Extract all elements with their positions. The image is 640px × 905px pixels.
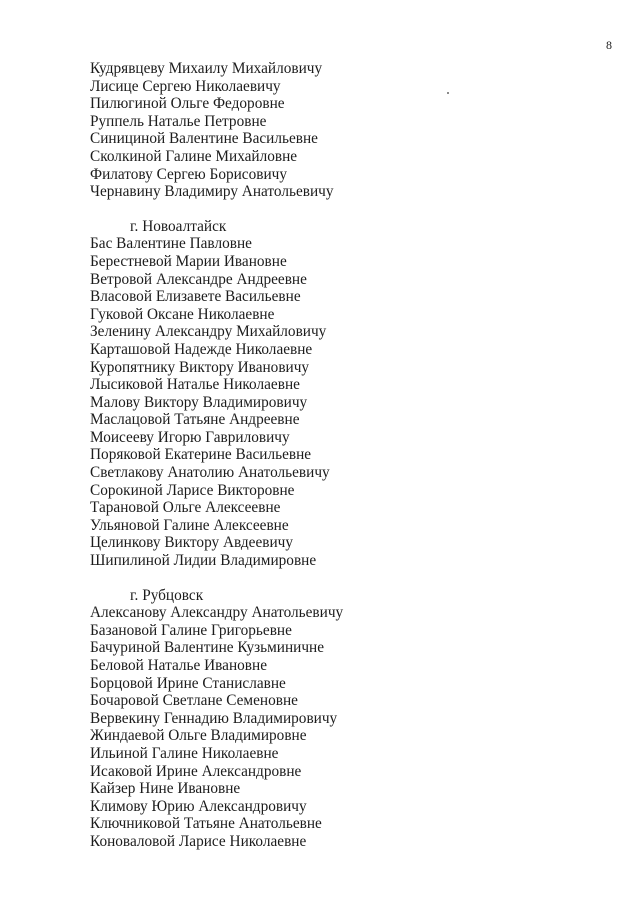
name-entry: Карташовой Надежде Николаевне	[90, 340, 313, 358]
name-entry: Ульяновой Галине Алексеевне	[90, 516, 289, 534]
name-entry: Вервекину Геннадию Владимировичу	[90, 709, 338, 727]
name-entry: Кудрявцеву Михаилу Михайловичу	[90, 60, 323, 77]
section-heading: г. Рубцовск	[130, 586, 204, 604]
name-entry: Синициной Валентине Васильевне	[90, 130, 318, 148]
name-entry: Беловой Наталье Ивановне	[90, 657, 267, 674]
name-entry: Зеленину Александру Михайловичу	[90, 323, 327, 341]
name-entry: Бачуриной Валентине Кузьминичне	[90, 639, 325, 657]
name-entry: Кайзер Нине Ивановне	[90, 780, 241, 798]
name-entry: Поряковой Екатерине Васильевне	[90, 446, 312, 464]
section-gap	[90, 201, 343, 218]
name-entry: Сколкиной Галине Михайловне	[90, 147, 298, 165]
name-entry: Базановой Галине Григорьевне	[90, 621, 292, 639]
section-gap	[90, 570, 343, 587]
name-entry: Алексанову Александру Анатольевичу	[90, 604, 344, 622]
name-entry: Чернавину Владимиру Анатольевичу	[90, 183, 334, 201]
name-entry: Лысиковой Наталье Николаевне	[90, 376, 300, 394]
name-entry: Светлакову Анатолию Анатольевичу	[90, 464, 330, 482]
name-entry: Ильиной Галине Николаевне	[90, 744, 279, 762]
name-entry: Коноваловой Ларисе Николаевне	[90, 832, 307, 850]
scan-speck	[447, 92, 449, 94]
name-entry: Руппель Наталье Петровне	[90, 112, 267, 130]
name-entry: Исаковой Ирине Александровне	[90, 762, 302, 780]
name-entry: Лисице Сергею Николаевичу	[90, 77, 281, 95]
name-entry: Пилюгиной Ольге Федоровне	[90, 95, 285, 113]
name-entry: Берестневой Марии Ивановне	[90, 252, 287, 270]
name-entry: Власовой Елизавете Васильевне	[90, 288, 301, 306]
names-list	[90, 60, 343, 851]
name-entry: Маслацовой Татьяне Андреевне	[90, 411, 300, 429]
name-entry: Климову Юрию Александровичу	[90, 797, 307, 815]
intro-names	[90, 60, 343, 201]
section-rubtsovsk	[90, 587, 343, 851]
name-entry: Куропятнику Виктору Ивановичу	[90, 358, 310, 376]
name-entry: Жиндаевой Ольге Владимировне	[90, 727, 307, 745]
name-entry: Борцовой Ирине Станиславне	[90, 674, 286, 692]
name-entry: Гуковой Оксане Николаевне	[90, 305, 275, 323]
section-heading: г. Новоалтайск	[130, 217, 227, 235]
name-entry: Тарановой Ольге Алексеевне	[90, 499, 281, 517]
name-entry: Филатову Сергею Борисовичу	[90, 165, 287, 183]
name-entry: Ветровой Александре Андреевне	[90, 270, 307, 288]
section-novoaltaysk	[90, 218, 343, 570]
name-entry: Ключниковой Татьяне Анатольевне	[90, 815, 322, 833]
name-entry: Малову Виктору Владимировичу	[90, 393, 308, 411]
name-entry: Целинкову Виктору Авдеевичу	[90, 534, 293, 552]
name-entry: Шипилиной Лидии Владимировне	[90, 552, 317, 570]
name-entry: Моисееву Игорю Гавриловичу	[90, 428, 290, 446]
name-entry: Бас Валентине Павловне	[90, 235, 252, 253]
name-entry: Сорокиной Ларисе Викторовне	[90, 481, 295, 499]
name-entry: Бочаровой Светлане Семеновне	[90, 692, 298, 710]
page-number: 8	[606, 38, 612, 52]
